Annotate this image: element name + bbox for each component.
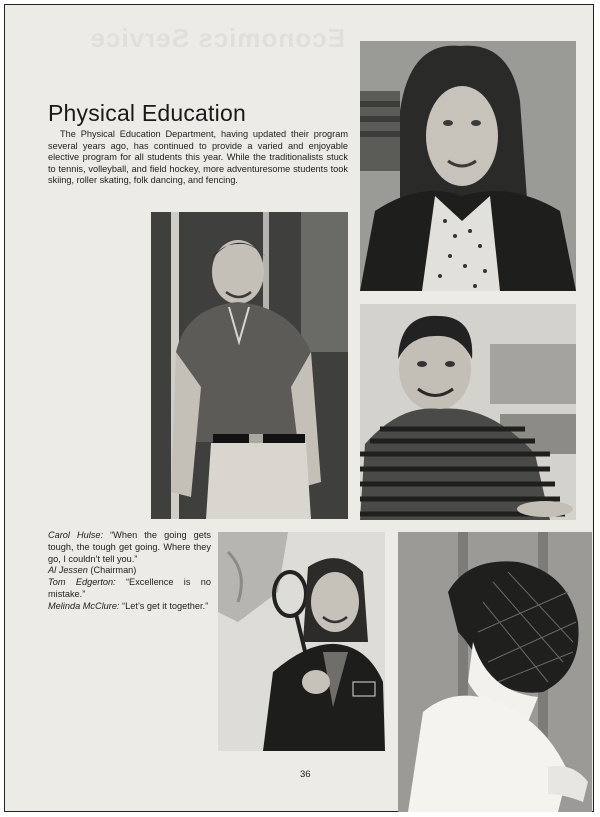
quote-al-jessen (48, 565, 211, 577)
quote-name: Carol Hulse: (48, 530, 104, 540)
quote-tom-edgerton (48, 577, 211, 601)
photo-al-jessen (151, 212, 348, 519)
photo-tom-edgerton (360, 304, 576, 520)
quote-melinda-mcclure (48, 601, 211, 613)
quote-text: “Excellence is no mistake.” (48, 577, 211, 599)
bleed-through-text: Economics Service (89, 23, 345, 53)
photo-carol-hulse (360, 41, 576, 291)
photo-fencer (398, 532, 592, 812)
photo-melinda-mcclure (218, 532, 385, 751)
quote-name: Melinda McClure: (48, 600, 120, 611)
quote-name: Tom Edgerton: (48, 577, 116, 588)
intro-paragraph: The Physical Education Department, having updated their program several years ago, has continued to provide a varied and enjoyable elective program for all students this year. While the traditionalists stuck to tennis, volleyball, and field hockey, more adventuresome students took skiing, roller skating, folk dancing, and fencing. (48, 129, 348, 186)
quote-text: “When the going gets tough, the tough get going. Where they go, I couldn’t tell you.” (48, 530, 211, 564)
page-title: Physical Education (48, 100, 246, 126)
quote-name: Al Jessen (48, 565, 88, 576)
staff-quotes (48, 530, 211, 613)
quote-text: “Let’s get it together.” (119, 600, 209, 611)
quote-text: (Chairman) (87, 565, 137, 576)
quote-carol-hulse (48, 530, 211, 565)
page-number: 36 (300, 769, 311, 780)
